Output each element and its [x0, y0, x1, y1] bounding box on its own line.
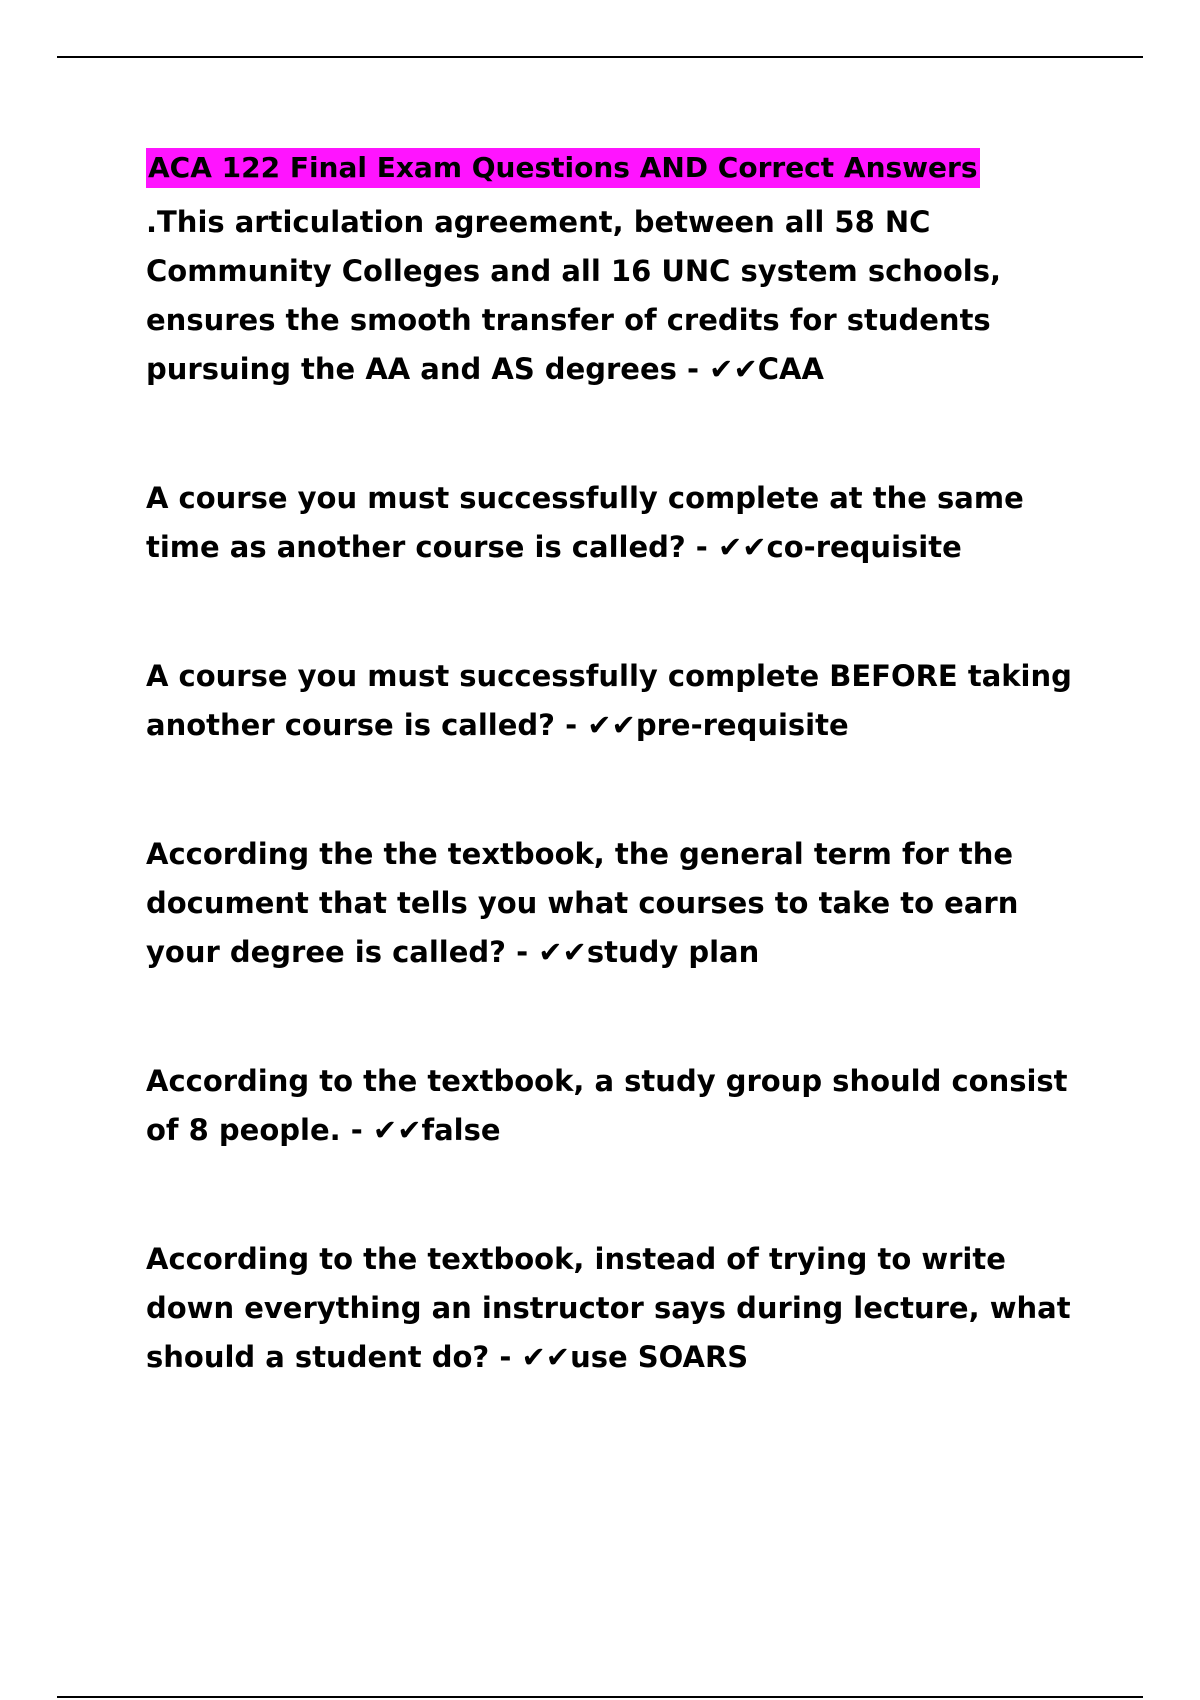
- bottom-divider: [57, 1696, 1143, 1698]
- document-title: ACA 122 Final Exam Questions AND Correct Answers: [146, 148, 980, 188]
- separator: -: [685, 530, 718, 564]
- question-text: According to the textbook, instead of trying to write down everything an instructor says during lecture, what should a student do?: [146, 1242, 1071, 1374]
- double-check-icon: ✔✔: [587, 708, 636, 742]
- double-check-icon: ✔✔: [538, 935, 587, 969]
- question-text: According to the textbook, a study group should consist of 8 people.: [146, 1064, 1068, 1147]
- top-divider: [57, 56, 1143, 58]
- double-check-icon: ✔✔: [709, 352, 758, 386]
- document-body: [146, 148, 1086, 1382]
- separator: -: [505, 935, 539, 969]
- answer-text: CAA: [757, 352, 824, 386]
- qa-item: [146, 1235, 1086, 1382]
- answer-text: co-requisite: [766, 530, 962, 564]
- separator: -: [676, 352, 710, 386]
- answer-text: use SOARS: [570, 1340, 749, 1374]
- answer-text: false: [421, 1113, 501, 1147]
- question-text: .This articulation agreement, between all 58 NC Community Colleges and all 16 UNC system schools, ensures the smooth transfer of credits for students pursuing the AA and AS degrees: [146, 205, 1001, 386]
- qa-item: [146, 830, 1086, 977]
- double-check-icon: ✔✔: [521, 1340, 571, 1374]
- question-text: A course you must successfully complete at the same time as another course is called?: [146, 481, 1024, 564]
- double-check-icon: ✔✔: [717, 530, 767, 564]
- double-check-icon: ✔✔: [372, 1113, 422, 1147]
- question-text: According the the textbook, the general term for the document that tells you what courses to take to earn your degree is called?: [146, 837, 1019, 969]
- separator: -: [340, 1113, 373, 1147]
- answer-text: study plan: [586, 935, 760, 969]
- question-text: A course you must successfully complete BEFORE taking another course is called?: [146, 659, 1072, 742]
- qa-item: [146, 474, 1086, 572]
- qa-item: [146, 1057, 1086, 1155]
- answer-text: pre-requisite: [635, 708, 849, 742]
- qa-item: [146, 652, 1086, 750]
- qa-item: [146, 198, 1086, 394]
- separator: -: [489, 1340, 522, 1374]
- separator: -: [555, 708, 588, 742]
